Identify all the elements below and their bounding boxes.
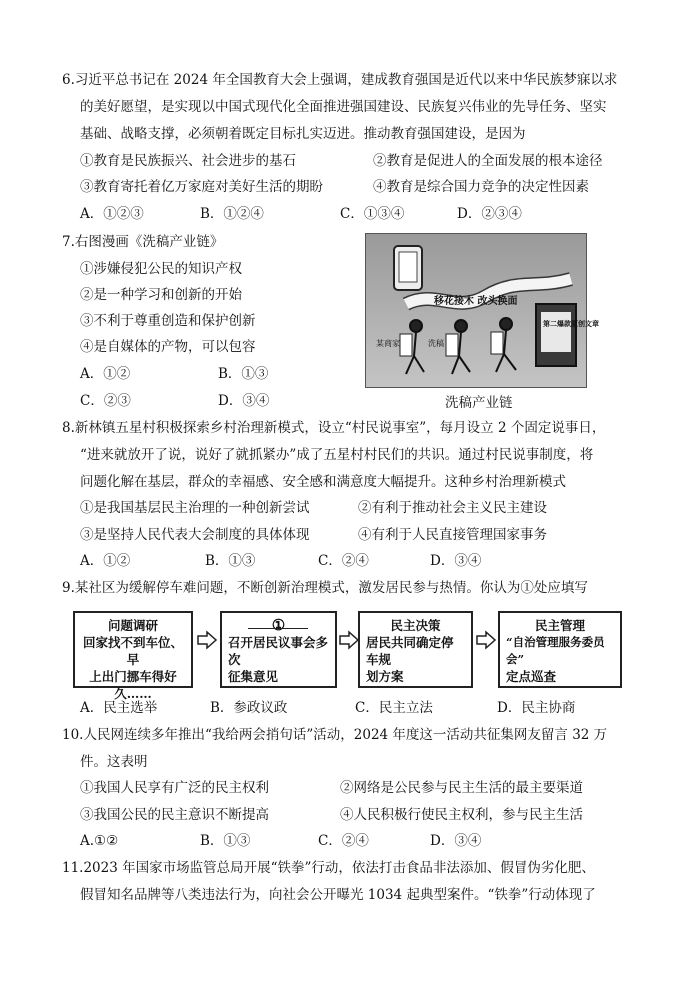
q6-item-1: ①教育是民族振兴、社会进步的基石 — [80, 153, 296, 169]
flow-box-2-line-2: 召开居民议事会多次 — [228, 635, 329, 667]
q7-item-2: ②是一种学习和创新的开始 — [80, 287, 242, 303]
blank-underline — [248, 628, 308, 629]
cartoon-book-text: 第二爆款原创文章 — [543, 320, 599, 328]
flow-box-3-line-2: 居民共同确定停车规 — [366, 635, 454, 667]
flow-box-4-line-2: “自治管理服务委员会” — [506, 635, 605, 666]
arrow-right-icon — [476, 631, 496, 649]
q11-stem-line-1: 11.2023 年国家市场监管总局开展“铁拳”行动，依法打击食品非法添加、假冒伪劣化肥、 — [62, 860, 595, 876]
q10-item-3: ③我国公民的民主意识不断提高 — [80, 807, 269, 823]
q7-item-4: ④是自媒体的产物，可以包容 — [80, 339, 256, 355]
flow-box-3 — [358, 611, 473, 688]
q7-item-3: ③不利于尊重创造和保护创新 — [80, 313, 256, 329]
q10-stem-line-1: 10.人民网连续多年推出“我给两会捎句话”活动，2024 年度这一活动共征集网友留言 32 万 — [62, 727, 608, 743]
q8-item-2: ②有利于推动社会主义民主建设 — [358, 500, 547, 516]
q8-choice-a[interactable]: A．①② — [80, 553, 131, 569]
q6-choice-b[interactable]: B．①②④ — [200, 206, 264, 222]
q9-choice-c[interactable]: C．民主立法 — [355, 700, 433, 716]
q8-stem-line-3: 问题化解在基层，群众的幸福感、安全感和满意度大幅提升。这种乡村治理新模式 — [80, 474, 566, 490]
q6-item-4: ④教育是综合国力竞争的决定性因素 — [373, 179, 589, 195]
flow-box-2 — [220, 611, 337, 688]
flow-box-4 — [498, 611, 622, 688]
cartoon-banner-text: 移花接木 改头换面 — [434, 296, 518, 307]
q6-choice-a[interactable]: A．①②③ — [80, 206, 144, 222]
q10-item-4: ④人民积极行使民主权利，参与民主生活 — [340, 807, 583, 823]
q9-stem: 9.某社区为缓解停车难问题，不断创新治理模式，激发居民参与热情。你认为①处应填写 — [62, 580, 588, 596]
q7-stem: 7.右图漫画《洗稿产业链》 — [62, 234, 224, 250]
q6-stem-line-3: 基础、战略支撑，必须朝着既定目标扎实迈进。推动教育强国建设，是因为 — [80, 126, 526, 142]
q7-choice-d[interactable]: D．③④ — [218, 393, 270, 409]
q6-item-2: ②教育是促进人的全面发展的根本途径 — [373, 153, 603, 169]
cartoon-illustration — [365, 233, 599, 388]
q8-choice-b[interactable]: B．①③ — [205, 553, 256, 569]
flow-box-4-line-3: 定点巡查 — [506, 669, 557, 684]
q10-choice-d[interactable]: D．③④ — [430, 833, 482, 849]
arrow-right-icon — [197, 631, 217, 649]
q8-stem-line-1: 8.新林镇五星村积极探索乡村治理新模式，设立“村民说事室”，每月设立 2 个固定说事日， — [62, 420, 606, 436]
q8-choice-c[interactable]: C．②④ — [318, 553, 369, 569]
q6-item-3: ③教育寄托着亿万家庭对美好生活的期盼 — [80, 179, 323, 195]
flow-box-1-line-1: 问题调研 — [107, 618, 158, 633]
flow-box-1-line-2: 回家找不到车位、早 — [82, 635, 183, 667]
q9-choice-b[interactable]: B．参政议政 — [210, 700, 288, 716]
q8-item-1: ①是我国基层民主治理的一种创新尝试 — [80, 500, 310, 516]
flow-box-3-line-3: 划方案 — [366, 669, 404, 684]
q8-choice-d[interactable]: D．③④ — [430, 553, 482, 569]
q10-choice-c[interactable]: C．②④ — [318, 833, 369, 849]
q9-choice-a[interactable]: A．民主选举 — [80, 700, 158, 716]
q7-choice-a[interactable]: A．①② — [80, 366, 131, 382]
flow-box-2-blank: ① — [271, 616, 286, 634]
q6-choice-d[interactable]: D．②③④ — [457, 206, 522, 222]
q6-stem-line-2: 的美好愿望，是实现以中国式现代化全面推进强国建设、民族复兴伟业的先导任务、坚实 — [80, 99, 607, 115]
q11-stem-line-2: 假冒知名品牌等八类违法行为，向社会公开曝光 1034 起典型案件。“铁拳”行动体现了 — [80, 887, 596, 903]
q7-choice-b[interactable]: B．①③ — [218, 366, 269, 382]
q6-stem-line-1: 6.习近平总书记在 2024 年全国教育大会上强调，建成教育强国是近代以来中华民族梦寐以求 — [62, 72, 618, 88]
flow-box-1-line-3: 上出门挪车得好久…… — [89, 669, 177, 701]
q9-choice-d[interactable]: D．民主协商 — [497, 700, 576, 716]
q6-choice-c[interactable]: C．①③④ — [340, 206, 405, 222]
flow-box-2-line-3: 征集意见 — [228, 669, 279, 684]
q10-stem-line-2: 件。这表明 — [80, 754, 148, 770]
flow-box-1 — [73, 611, 193, 701]
cartoon-drawing — [366, 234, 599, 387]
q10-choice-a[interactable]: A.①② — [80, 833, 119, 849]
q10-choice-b[interactable]: B．①③ — [200, 833, 251, 849]
q8-item-3: ③是坚持人民代表大会制度的具体体现 — [80, 527, 310, 543]
flow-box-3-line-1: 民主决策 — [390, 618, 441, 633]
cartoon-person-2-label: 洗稿 — [428, 339, 444, 348]
flow-box-4-line-1: 民主管理 — [534, 618, 585, 633]
cartoon-person-1-label: 某商家 — [376, 339, 400, 348]
q7-item-1: ①涉嫌侵犯公民的知识产权 — [80, 261, 242, 277]
cartoon-caption: 洗稿产业链 — [445, 395, 513, 411]
q10-item-1: ①我国人民享有广泛的民主权利 — [80, 780, 269, 796]
q10-item-2: ②网络是公民参与民主生活的最主要渠道 — [340, 780, 583, 796]
arrow-right-icon — [339, 631, 359, 649]
q7-choice-c[interactable]: C．②③ — [80, 393, 131, 409]
q8-item-4: ④有利于人民直接管理国家事务 — [358, 527, 547, 543]
q8-stem-line-2: “进来就放开了说，说好了就抓紧办”成了五星村村民们的共识。通过村民说事制度，将 — [80, 447, 594, 463]
